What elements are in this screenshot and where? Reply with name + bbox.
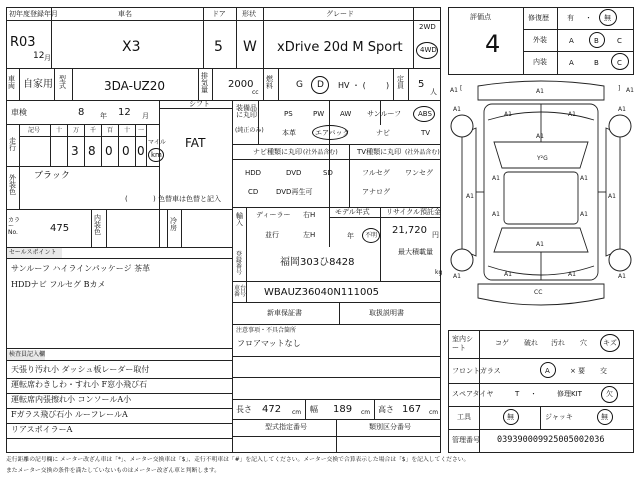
- color-value: ブラック: [34, 171, 70, 181]
- import-label: 輸入: [236, 212, 243, 227]
- inspector-line: 運転席わきしわ・すれ小 F窓小飛び石: [11, 380, 148, 389]
- color-note: ) 色替車は色替と記入: [153, 195, 221, 203]
- inspection-year-unit: 年: [100, 112, 107, 120]
- damage-mark: Y²G: [537, 155, 548, 162]
- interior-color-label: 内装色: [94, 214, 101, 236]
- row1-divider: [6, 20, 441, 21]
- mileage-unit-2: 千: [90, 127, 97, 134]
- shape: W: [243, 39, 257, 55]
- mileage-unit-3: 百: [107, 127, 114, 134]
- equipment-item: 本革: [282, 129, 296, 137]
- mileage-digit: 3: [71, 144, 79, 158]
- length-unit: cm: [292, 409, 302, 416]
- displacement-label: 排気量: [201, 72, 208, 94]
- navi-item: CD: [248, 188, 259, 196]
- inspection-month-unit: 月: [142, 112, 149, 120]
- equipment-sublabel: (純正のみ): [235, 127, 264, 134]
- type-designation-label: 型式指定番号: [265, 423, 307, 431]
- doors: 5: [214, 39, 223, 55]
- import-left: 左H: [303, 231, 316, 239]
- import-parallel: 並行: [265, 231, 279, 239]
- seat-item: コゲ: [495, 339, 509, 347]
- recycle-yen: 円: [432, 231, 439, 239]
- model: 3DA-UZ20: [104, 79, 166, 93]
- navi-item: HDD: [245, 169, 262, 177]
- grade: xDrive 20d M Sport: [277, 40, 403, 55]
- max-load-unit: kg: [435, 269, 443, 276]
- shape-label: 形状: [242, 10, 256, 18]
- recycle-label: リサイクル預託金: [386, 208, 442, 216]
- chassis-label: 車台番号: [234, 285, 247, 298]
- equipment-item: サンルーフ: [367, 110, 402, 118]
- damage-mark: [: [460, 85, 463, 92]
- damage-mark: CC: [534, 289, 543, 296]
- repair-yes: 有: [567, 14, 574, 22]
- navi-item: DVD: [286, 169, 302, 177]
- tv-item: アナログ: [362, 188, 390, 196]
- footer-line: 走行距離の記号欄に メーター改ざん車は「*」、メーター交換車は「$」、走行不明車は「#」を記入してください。メーター交換で合算表示した場合は「$」を記入してください。: [6, 457, 470, 463]
- glass-opt-a: A: [545, 367, 550, 375]
- width-label: 幅: [310, 405, 318, 414]
- spare-t: T: [515, 390, 520, 398]
- equipment-item: ABS: [418, 110, 432, 118]
- tools-none: 無: [507, 413, 514, 421]
- rating-label: 評価点: [470, 13, 491, 21]
- tv-label: TV種類に丸印: [357, 148, 402, 156]
- sales-point-line: HDDナビ フルセグ Bカメ: [11, 280, 106, 289]
- equipment-item: PW: [313, 110, 325, 118]
- model-year-label: モデル年式: [335, 208, 370, 216]
- grade-label: グレード: [326, 10, 354, 18]
- tv-item: ワンセグ: [405, 169, 433, 177]
- inspector-label: 検査員記入欄: [9, 351, 46, 358]
- mileage-digit: 0: [122, 144, 130, 158]
- import-right: 右H: [303, 211, 316, 219]
- glass-opt-swap: 交: [600, 367, 607, 375]
- inspector-line: 運転席内張擦れ小 コンソールA小: [11, 395, 132, 404]
- navi-sublabel: (社外品含む): [303, 149, 338, 156]
- damage-mark: A1: [536, 133, 544, 140]
- recycle-value: 21,720: [392, 225, 427, 236]
- damage-mark: A1: [453, 273, 461, 280]
- mileage-digit: 0: [137, 144, 145, 158]
- seat-item: 穴: [580, 339, 587, 347]
- notes-value: フロアマットなし: [237, 339, 301, 348]
- exterior-label: 外装: [533, 36, 547, 44]
- drive-2wd: 2WD: [419, 23, 436, 31]
- mileage-digit: 8: [88, 144, 96, 158]
- inspection-year: 8: [78, 107, 85, 118]
- repair-label: 修復歴: [528, 14, 549, 22]
- seat-item: キズ: [603, 339, 617, 347]
- spare-kit: 修理KIT: [557, 390, 582, 398]
- equipment-item: AW: [340, 110, 352, 118]
- damage-mark: A1: [466, 193, 474, 200]
- model-year-unit: 年: [347, 232, 354, 240]
- mileage-unit-5: 一: [138, 127, 145, 134]
- drive-4wd: 4WD: [420, 46, 437, 54]
- seat-label: 室内シート: [452, 335, 473, 353]
- damage-mark: A1: [536, 88, 544, 95]
- use-label: 車両: [8, 75, 15, 90]
- fuel-label: 燃料: [266, 75, 273, 90]
- damage-mark: A1: [504, 111, 512, 118]
- navi-item: SD: [323, 169, 333, 177]
- fuel-close: ): [386, 81, 390, 90]
- model-year-unknown: 不明: [365, 232, 378, 239]
- reg-year: R03: [10, 35, 36, 50]
- glass-opt-x: × 要: [570, 367, 586, 375]
- mileage-mile-label: マイル: [148, 139, 166, 146]
- jack-label: ジャッキ: [545, 413, 573, 421]
- door-label: ドア: [212, 10, 226, 18]
- color-no-label: カラーNo.: [8, 217, 21, 236]
- car-name: X3: [122, 39, 141, 55]
- owner-manual: 取扱説明書: [369, 309, 404, 317]
- fuel-hv: HV ・ (: [338, 81, 366, 90]
- exterior-grade: C: [617, 37, 622, 45]
- capacity-label: 定員: [397, 75, 404, 90]
- notes-label: 注意事項・不具合箇所: [236, 327, 297, 334]
- interior-grade: B: [594, 59, 599, 67]
- inspection-month: 12: [118, 107, 131, 118]
- mileage-km-label: km: [151, 151, 162, 159]
- chassis-value: WBAUZ36040N111005: [264, 287, 380, 298]
- seat-item: 破れ: [524, 339, 538, 347]
- damage-mark: A1: [568, 111, 576, 118]
- tools-label: 工具: [457, 413, 471, 421]
- exterior-grade: B: [594, 37, 599, 45]
- displacement: 2000: [228, 79, 254, 90]
- repair-sep: ・: [585, 14, 592, 22]
- inspector-line: リアスポイラーA: [11, 425, 73, 434]
- ac-label: 冷房: [170, 217, 177, 232]
- interior-grade: C: [617, 59, 622, 67]
- color-label: 外装色: [9, 174, 16, 196]
- damage-mark: A1: [580, 211, 588, 218]
- new-car-warranty: 新車保証書: [267, 309, 302, 317]
- mileage-digit-label: 記号: [28, 127, 41, 134]
- rating-value: 4: [485, 30, 501, 58]
- navi-label: ナビ種類に丸印: [253, 148, 302, 156]
- color-note-open: (: [125, 195, 128, 203]
- registration-label: 登録番号: [236, 251, 243, 276]
- damage-mark: A1: [492, 211, 500, 218]
- equipment-item: PS: [284, 110, 293, 118]
- height-value: 167: [402, 404, 422, 415]
- color-no-value: 475: [50, 223, 70, 234]
- damage-mark: A1: [618, 106, 626, 113]
- class-number-label: 類別区分番号: [369, 423, 411, 431]
- damage-mark: A1: [492, 175, 500, 182]
- model-label: 型式: [59, 75, 66, 90]
- damage-mark: A1: [504, 271, 512, 278]
- seat-item: 汚れ: [551, 339, 565, 347]
- exterior-grade: A: [569, 37, 574, 45]
- jack-none: 無: [601, 413, 608, 421]
- damage-mark: A1: [626, 87, 634, 94]
- import-dealer: ディーラー: [256, 211, 291, 219]
- sales-point-label: セールスポイント: [9, 249, 57, 256]
- glass-label: フロントガラス: [452, 367, 501, 375]
- mileage-unit-1: 万: [73, 127, 80, 134]
- shift-label: シフト: [189, 100, 210, 108]
- equipment-item: ナビ: [376, 129, 390, 137]
- spare-sep: ・: [530, 390, 537, 398]
- reg-year-label: 初年度登録年月: [9, 10, 58, 18]
- inspection-label: 車検: [11, 108, 27, 117]
- repair-no: 無: [604, 14, 611, 22]
- length-value: 472: [262, 404, 282, 415]
- width-unit: cm: [361, 409, 371, 416]
- damage-mark: A1: [580, 175, 588, 182]
- mileage-unit-0: 十: [56, 127, 63, 134]
- equipment-item: TV: [421, 129, 431, 137]
- fuel-d: D: [317, 80, 324, 90]
- damage-mark: ]: [618, 85, 621, 92]
- interior-grade: A: [569, 59, 574, 67]
- damage-mark: A1: [568, 271, 576, 278]
- use: 自家用: [23, 79, 53, 90]
- mileage-unit-4: 十: [124, 127, 131, 134]
- mileage-digit: 0: [105, 144, 113, 158]
- damage-mark: A1: [453, 106, 461, 113]
- navi-item: DVD再生可: [276, 188, 313, 196]
- height-unit: cm: [429, 409, 439, 416]
- control-no-label: 管理番号: [452, 436, 480, 444]
- interior-label: 内装: [533, 58, 547, 66]
- spare-label: スペアタイヤ: [452, 390, 494, 398]
- length-label: 長さ: [236, 405, 252, 414]
- footer-line: またメーター交換の条件を満たしていないものはメーター改ざん車と判断します。: [6, 468, 221, 474]
- tv-item: フルセグ: [362, 169, 390, 177]
- inspector-line: 天張り汚れ小 ダッシュ板レーダー取付: [11, 365, 150, 374]
- equipment-item: エアバック: [315, 129, 350, 137]
- damage-mark: A1: [536, 241, 544, 248]
- car-damage-diagram: [448, 80, 634, 320]
- width-value: 189: [333, 404, 353, 415]
- inspector-line: Fガラス飛び石小 ルーフレールA: [11, 410, 128, 419]
- car-name-label: 車名: [118, 10, 132, 18]
- damage-mark: A1: [618, 273, 626, 280]
- max-load-label: 最大積載量: [398, 248, 433, 256]
- capacity: 5: [418, 79, 425, 90]
- mileage-label: 走行: [9, 137, 16, 152]
- shift-value: FAT: [185, 136, 206, 150]
- reg-month-unit: 月: [44, 54, 51, 62]
- spare-none: 欠: [606, 390, 613, 398]
- control-no-value: 039390009925005002036: [497, 435, 605, 445]
- fuel-g: G: [296, 80, 303, 90]
- tv-sublabel: (社外品含む): [405, 149, 440, 156]
- damage-mark: A1: [450, 87, 458, 94]
- height-label: 高さ: [378, 405, 394, 414]
- sales-point-line: サンルーフ ハイラインパッケージ 茶革: [11, 264, 151, 273]
- displacement-unit: cc: [252, 89, 259, 96]
- registration-value: 福岡303ひ8428: [280, 257, 355, 268]
- damage-mark: A1: [608, 193, 616, 200]
- capacity-unit: 人: [430, 88, 437, 96]
- equipment-label: 装備品に丸印: [236, 104, 257, 119]
- reg-month: 12: [33, 51, 45, 61]
